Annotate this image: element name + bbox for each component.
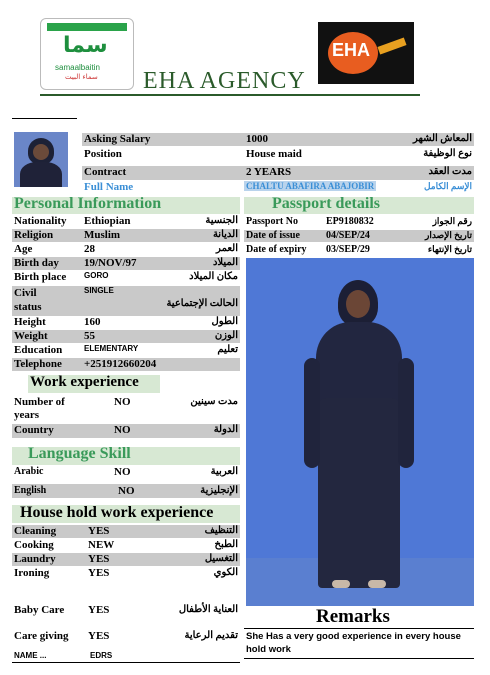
row-value: +251912660204	[84, 358, 157, 370]
row-label: Baby Care	[14, 604, 65, 616]
row-label: Birth place	[14, 271, 67, 283]
row-label: Care giving	[14, 630, 69, 642]
row-arabic-label: الطبخ	[214, 539, 238, 550]
row-label: Civil status	[14, 287, 42, 313]
agency-title: EHA AGENCY	[143, 68, 306, 94]
row-arabic-label: الوزن	[214, 330, 238, 341]
row-label: Ironing	[14, 567, 50, 579]
row-label: Age	[14, 243, 33, 255]
row-value: 55	[84, 330, 95, 342]
passport-heading: Passport details	[272, 195, 380, 212]
row-value: Ethiopian	[84, 215, 131, 227]
profile-photo-small	[14, 132, 68, 187]
contract-row: Contract 2 YEARS مدت العقد	[84, 166, 472, 178]
logo-arabic-text: سما	[63, 33, 108, 58]
row-arabic-label: الجنسية	[205, 215, 238, 226]
remarks-bottom-rule	[244, 658, 474, 659]
footer-rule	[12, 662, 240, 663]
left-logo	[40, 18, 134, 90]
full-body-photo	[246, 258, 474, 606]
row-value: YES	[88, 525, 110, 537]
row-arabic-label: تقديم الرعاية	[184, 630, 238, 641]
row-label: Cooking	[14, 539, 54, 551]
language-heading: Language Skill	[28, 445, 131, 462]
right-logo	[318, 22, 414, 84]
row-value: YES	[88, 567, 110, 579]
title-underline	[40, 94, 420, 96]
personal-info-heading: Personal Information	[14, 195, 162, 212]
row-value: YES	[88, 553, 110, 565]
row-label: Cleaning	[14, 525, 57, 537]
plane-icon	[377, 37, 406, 54]
row-arabic-label: تعليم	[217, 344, 238, 355]
row-arabic-label: الطول	[211, 316, 238, 327]
row-arabic-label: مكان الميلاد	[189, 271, 238, 282]
row-label: Nationality	[14, 215, 67, 227]
remarks-text: She Has a very good experience in every house hold work	[246, 631, 461, 655]
remarks-heading: Remarks	[316, 606, 390, 627]
left-rule	[12, 118, 77, 119]
row-label: Weight	[14, 330, 48, 342]
row-label: Telephone	[14, 358, 62, 370]
household-heading: House hold work experience	[20, 504, 214, 521]
row-arabic-label: الكوي	[213, 567, 238, 578]
row-arabic-label: الحالت الإجتماعية	[166, 298, 238, 309]
eha-logo-text: EHA	[332, 40, 371, 60]
row-arabic-label: الديانة	[212, 229, 238, 240]
row-value: GORO	[84, 271, 109, 280]
row-arabic-label: العمر	[216, 243, 238, 254]
logo-subtitle: سماء البيت	[65, 73, 98, 81]
row-label: Birth day	[14, 257, 59, 269]
footer-name-label: NAME ...	[14, 651, 47, 660]
row-value: 160	[84, 316, 101, 328]
row-value: 19/NOV/97	[84, 257, 137, 269]
position-row: Position House maid نوع الوظيفة	[84, 148, 472, 160]
row-label: Religion	[14, 229, 54, 241]
remarks-rule	[244, 628, 474, 629]
logo-latin-text: samaalbaitin	[55, 63, 100, 72]
row-arabic-label: الميلاد	[212, 257, 238, 268]
row-label: Education	[14, 344, 63, 356]
row-value: YES	[88, 630, 110, 642]
row-arabic-label: التغسيل	[204, 553, 238, 564]
row-arabic-label: العناية الأطفال	[178, 604, 238, 615]
asking-salary-row: Asking Salary 1000 المعاش الشهر	[84, 133, 472, 145]
row-value: Muslim	[84, 229, 121, 241]
row-value: YES	[88, 604, 110, 616]
row-arabic-label: التنظيف	[204, 525, 238, 536]
work-experience-heading: Work experience	[30, 374, 139, 390]
row-label: Laundry	[14, 553, 56, 565]
row-value: 28	[84, 243, 95, 255]
row-label: Height	[14, 316, 46, 328]
row-value: SINGLE	[84, 286, 114, 295]
full-name-row: Full Name CHALTU ABAFIRA ABAJOBIR الإسم الكامل	[84, 181, 472, 193]
row-value: ELEMENTARY	[84, 344, 139, 353]
row-value: NEW	[88, 539, 115, 551]
footer-name-value: EDRS	[90, 651, 113, 660]
